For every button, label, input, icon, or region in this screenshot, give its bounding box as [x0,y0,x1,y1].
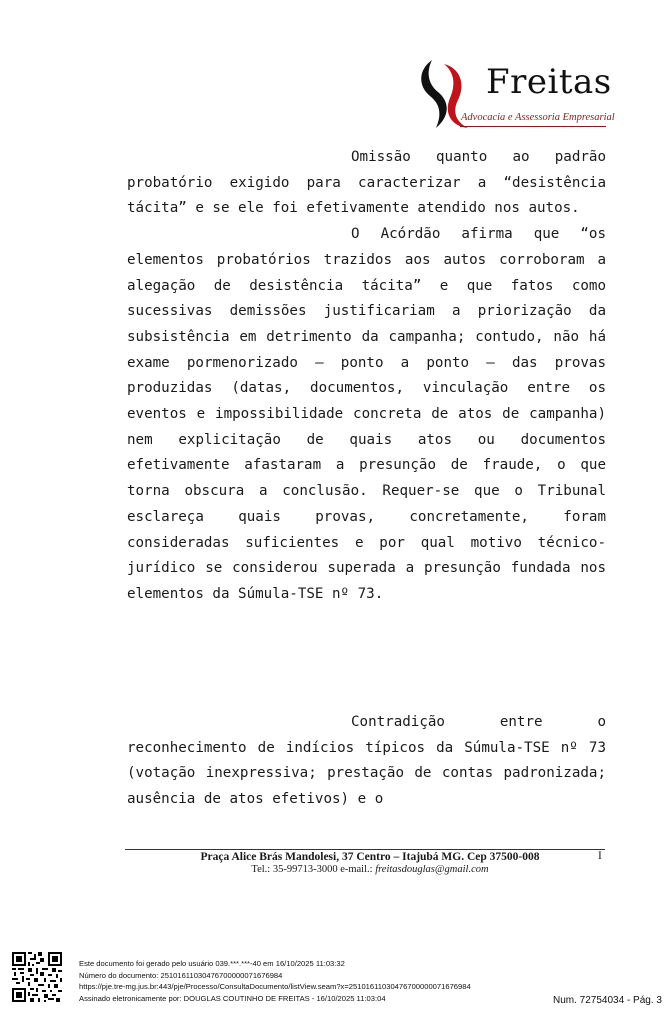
footer-email: freitasdouglas@gmail.com [375,864,489,875]
qr-code-icon [12,952,62,1002]
sig-signed-by: Assinado eletronicamente por: DOUGLAS COUTINHO DE FREITAS - 16/10/2025 11:03:04 [79,993,386,1003]
footer-phone: Tel.: 35-99713-3000 e-mail.: [251,864,373,875]
sig-document-number: Número do documento: 25101611030476700000071676984 [79,970,283,980]
body-section-omissao [127,145,606,608]
logo-tagline: Advocacia e Assessoria Empresarial [461,112,615,123]
paragraph-2: O Acórdão afirma que “os elementos probatórios trazidos aos autos corroboram a alegação de desistência tácita” e que fatos como sucessivas demissões justificariam a priorização da subsistência em detrimento da campanha; contudo, não há exame pormenorizado — ponto a ponto — das provas produzidas (datas, documentos, vinculação entre os eventos e impossibilidade concreta de atos de campanha) nem explicitação de quais atos ou documentos efetivamente afastaram a presunção de fraude, o que torna obscura a conclusão. Requer-se que o Tribunal esclareça quais provas, concretamente, foram consideradas suficientes e por qual motivo técnico-jurídico se considerou superada a presunção fundada nos elementos da Súmula-TSE nº 73. [127,226,606,602]
logo-rule [460,126,606,127]
sig-url: https://pje.tre-mg.jus.br:443/pje/Processo/ConsultaDocumento/listView.seam?x=25101611030476700000071676984 [79,982,471,991]
logo-name: Freitas [486,62,612,102]
company-logo [414,56,614,132]
footer-page-marker: I [598,850,602,862]
sig-generated-line: Este documento foi gerado pelo usuário 039.***.***-40 em 16/10/2025 11:03:32 [79,959,345,968]
paragraph-1: Omissão quanto ao padrão probatório exigido para caracterizar a “desistência tácita” e se ele foi efetivamente atendido nos autos. [127,149,606,217]
document-page-number: Num. 72754034 - Pág. 3 [553,995,662,1006]
footer-address: Praça Alice Brás Mandolesi, 37 Centro – Itajubá MG. Cep 37500-008 [200,851,540,863]
electronic-signature-block [79,958,471,1004]
body-section-contradicao [127,710,606,813]
paragraph-3: Contradição entre o reconhecimento de indícios típicos da Súmula-TSE nº 73 (votação inexpressiva; prestação de contas padronizada; ausência de atos efetivos) e o [127,714,606,808]
footer-divider [125,849,605,850]
footer-contact [160,864,580,875]
